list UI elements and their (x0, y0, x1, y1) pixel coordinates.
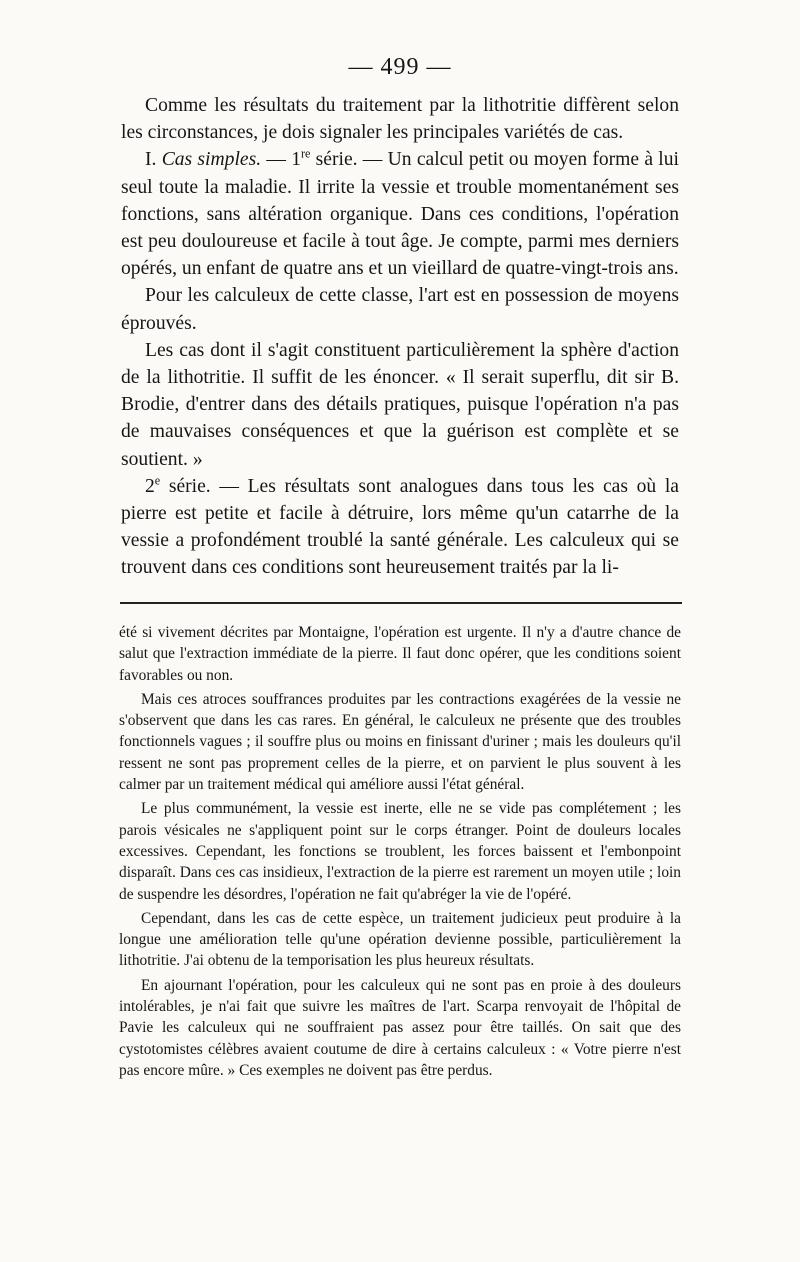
section-numeral: I. (145, 149, 157, 171)
footnote-paragraph-1: été si vivement décrites par Montaigne, l'opération est urgente. Il n'y a d'autre chance de salut que l'extraction immédiate de la pierre. Il faut donc opérer, que les conditions soient favorables ou non. (119, 624, 681, 684)
footnote-paragraph-5: En ajournant l'opération, pour les calculeux qui ne sont pas en proie à des douleurs intolérables, je n'ai fait que suivre les maîtres de l'art. Scarpa renvoyait de l'hôpital de Pavie les calculeux qui ne souffraient pas assez pour être taillés. On sait que des cystotomistes célèbres avaient coutume de dire à certains calculeux : « Votre pierre n'est pas encore mûre. » Ces exemples ne doivent pas être perdus. (119, 976, 681, 1079)
series-dash: — 1 (261, 149, 301, 171)
footnote-paragraph-2: Mais ces atroces souffrances produites par les contractions exagérées de la vessie ne s'observent que dans les cas rares. En général, le calculeux ne présente que des troubles fonctionnels vagues ; il souffre plus ou moins en finissant d'uriner ; mais les douleurs qu'il ressent ne sont pas proprement celles de la pierre, et on parvient le plus souvent à les calmer par un traitement médical qui améliore aussi l'état général. (119, 690, 681, 794)
section-heading: Cas simples. (161, 149, 262, 171)
paragraph-intro: Comme les résultats du traitement par la lithotritie diffèrent selon les circonstances, je dois signaler les principales variétés de cas. (121, 95, 679, 144)
main-text (121, 92, 679, 582)
footnote-separator (120, 602, 682, 604)
series-superscript: re (301, 146, 311, 161)
paragraph-brodie: Les cas dont il s'agit constituent particulièrement la sphère d'action de la lithotritie. Il suffit de les énoncer. « Il serait superflu, dit sir B. Brodie, d'entrer dans des détails pratiques, puisque l'opération n'a pas de mauvaises conséquences et que la guérison est complète et se soutient. » (121, 339, 679, 470)
series-number: 2 (145, 475, 155, 497)
paragraph-serie-2 (121, 473, 679, 582)
series-superscript-2: e (154, 473, 161, 488)
paragraph-calculeux-classe: Pour les calculeux de cette classe, l'art est en possession de moyens éprouvés. (121, 285, 679, 334)
footnote-paragraph-4: Cependant, dans les cas de cette espèce, un traitement judicieux peut produire à la longue une amélioration telle qu'une opération devienne possible, particulièrement la lithotritie. J'ai obtenu de la temporisation les plus heureux résultats. (119, 909, 681, 970)
paragraph-cas-simples (121, 146, 679, 282)
paragraph-serie-2-text: série. — Les résultats sont analogues dans tous les cas où la pierre est petite et facile à détruire, lors même qu'un catarrhe de la vessie a profondément troublé la santé générale. Les calculeux qui se trouvent dans ces conditions sont heureusement traités par la li- (121, 475, 679, 579)
page-number: — 499 — (348, 54, 452, 80)
footnote-paragraph-3: Le plus communément, la vessie est inerte, elle ne se vide pas complétement ; les parois vésicales ne s'appliquent point sur le corps étranger. Point de douleurs locales excessives. Cependant, les fonctions se troublent, les forces baissent et l'embonpoint disparaît. Dans ces cas insidieux, l'extraction de la pierre est rarement un moyen utile ; loin de suspendre les désordres, l'opération ne fait qu'abréger la vie de l'opéré. (119, 800, 681, 903)
footnote (119, 622, 681, 1081)
paragraph-cas-simples-text: série. — Un calcul petit ou moyen forme à lui seul toute la maladie. Il irrite la vessie et trouble momentanément ses fonctions, sans altération organique. Dans ces conditions, l'opération est peu douloureuse et facile à tout âge. Je compte, parmi mes derniers opérés, un enfant de quatre ans et un vieillard de quatre-vingt-trois ans. (121, 149, 679, 280)
